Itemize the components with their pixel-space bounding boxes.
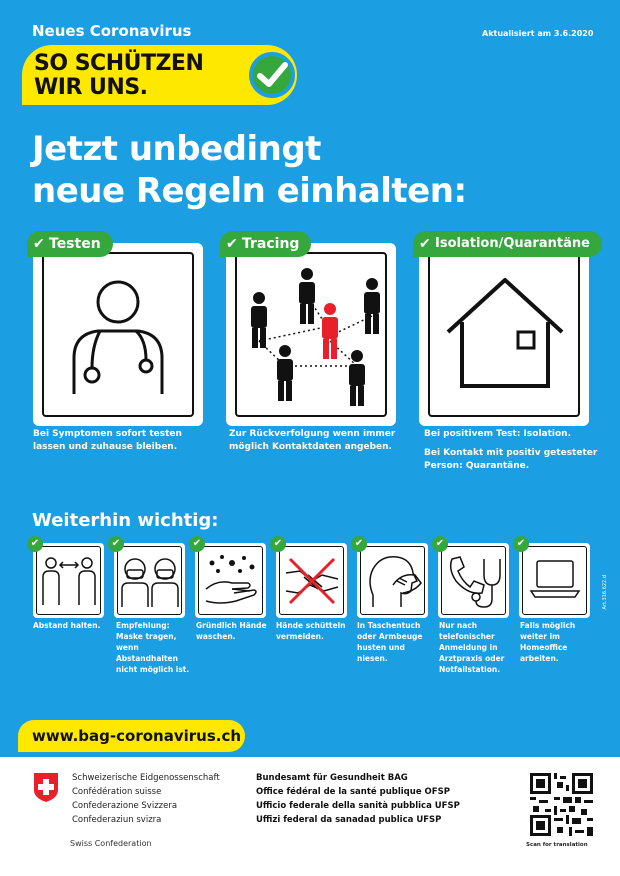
tile-home-office-text: Falls möglich weiter im Homeoffice arbeiten.: [520, 621, 576, 663]
check-icon: ✔: [27, 536, 43, 552]
qr-code-icon[interactable]: [530, 773, 593, 836]
isolation-text-2: Bei Kontakt mit positiv getesteter Person: Quarantäne.: [424, 448, 598, 471]
doctor-icon: [56, 276, 181, 396]
headline-line-1: Jetzt unbedingt: [32, 129, 321, 169]
swiss-confederation: Swiss Confederation: [70, 839, 152, 848]
rule-testing-panel: [33, 243, 203, 426]
headline-line-2: neue Regeln einhalten:: [32, 171, 467, 211]
check-icon: ✔: [419, 236, 431, 252]
campaign-logo: [22, 45, 297, 105]
cough-icon: [363, 551, 423, 611]
office-name-fr: Office fédéral de la santé publique OFSP: [256, 787, 450, 797]
tile-home-office: [519, 543, 590, 618]
campaign-line-1: SO SCHÜTZEN: [34, 51, 204, 76]
rule-tracing-text: Zur Rückverfolgung wenn immer möglich Kontaktdaten angeben.: [229, 429, 396, 452]
check-icon: ✔: [33, 236, 45, 252]
tile-distance: [33, 543, 104, 618]
check-icon: ✔: [432, 536, 448, 552]
isolation-text-1: Bei positivem Test: Isolation.: [424, 429, 572, 439]
rule-title-text: Testen: [49, 236, 101, 252]
rule-tracing-title: [220, 231, 311, 257]
tile-no-handshake-text: Hände schütteln vermeiden.: [276, 621, 346, 641]
federation-name-it: Confederazione Svizzera: [72, 801, 178, 811]
check-icon: ✔: [270, 536, 286, 552]
rule-tracing-panel: [226, 243, 396, 426]
website-link[interactable]: www.bag-coronavirus.ch: [18, 720, 245, 752]
rule-isolation-panel: [419, 243, 589, 426]
tile-hands-text: Gründlich Hände waschen.: [196, 621, 267, 641]
masks-icon: [120, 553, 180, 609]
tile-hands: [195, 543, 266, 618]
tile-no-handshake: [276, 543, 347, 618]
federation-name-de: Schweizerische Eidgenossenschaft: [72, 773, 220, 783]
more-heading: Weiterhin wichtig:: [32, 510, 219, 531]
check-icon: ✔: [226, 236, 238, 252]
phone-stethoscope-icon: [444, 551, 504, 611]
distance-icon: [41, 553, 97, 609]
rule-isolation-title: [413, 231, 602, 257]
contact-tracing-icon: [237, 256, 387, 416]
rule-testing-text: Bei Symptomen sofort testen lassen und zuhause bleiben.: [33, 429, 182, 452]
check-icon: ✔: [108, 536, 124, 552]
updated-date: Aktualisiert am 3.6.2020: [482, 29, 594, 38]
scan-label: Scan for translation: [526, 842, 588, 848]
check-icon: ✔: [351, 536, 367, 552]
office-name-de: Bundesamt für Gesundheit BAG: [256, 773, 408, 783]
federation-name-rm: Confederaziun svizra: [72, 815, 162, 825]
topic-label: Neues Coronavirus: [32, 22, 192, 40]
article-code: Art.316.622.d: [602, 575, 608, 610]
check-icon: [247, 50, 297, 100]
tile-masks: [114, 543, 185, 618]
office-name-it: Ufficio federale della sanità pubblica UFSP: [256, 801, 460, 811]
check-icon: ✔: [189, 536, 205, 552]
tile-call-first-text: Nur nach telefonischer Anmeldung in Arztpraxis oder Notfallstation.: [439, 621, 505, 674]
swiss-cross-icon: [33, 772, 59, 803]
headline: [32, 128, 467, 212]
tile-cough: [357, 543, 428, 618]
federation-name-fr: Confédération suisse: [72, 787, 162, 797]
rule-title-text: Tracing: [242, 236, 300, 252]
tile-call-first: [438, 543, 509, 618]
office-name-rm: Uffizi federal da sanadad publica UFSP: [256, 815, 442, 825]
rule-title-text: Isolation/Quarantäne: [435, 236, 590, 251]
laptop-icon: [527, 555, 583, 605]
hand-wash-icon: [202, 551, 260, 611]
check-icon: ✔: [513, 536, 529, 552]
rule-isolation-text: [424, 428, 604, 473]
tile-distance-text: Abstand halten.: [33, 621, 101, 630]
campaign-line-2: WIR UNS.: [34, 75, 148, 100]
tile-cough-text: In Taschentuch oder Armbeuge husten und niesen.: [357, 621, 423, 663]
tile-masks-text: Empfehlung: Maske tragen, wenn Abstandhalten nicht möglich ist.: [116, 621, 190, 674]
house-icon: [440, 274, 570, 392]
rule-testing-title: [27, 231, 113, 257]
no-handshake-icon: [282, 551, 342, 611]
